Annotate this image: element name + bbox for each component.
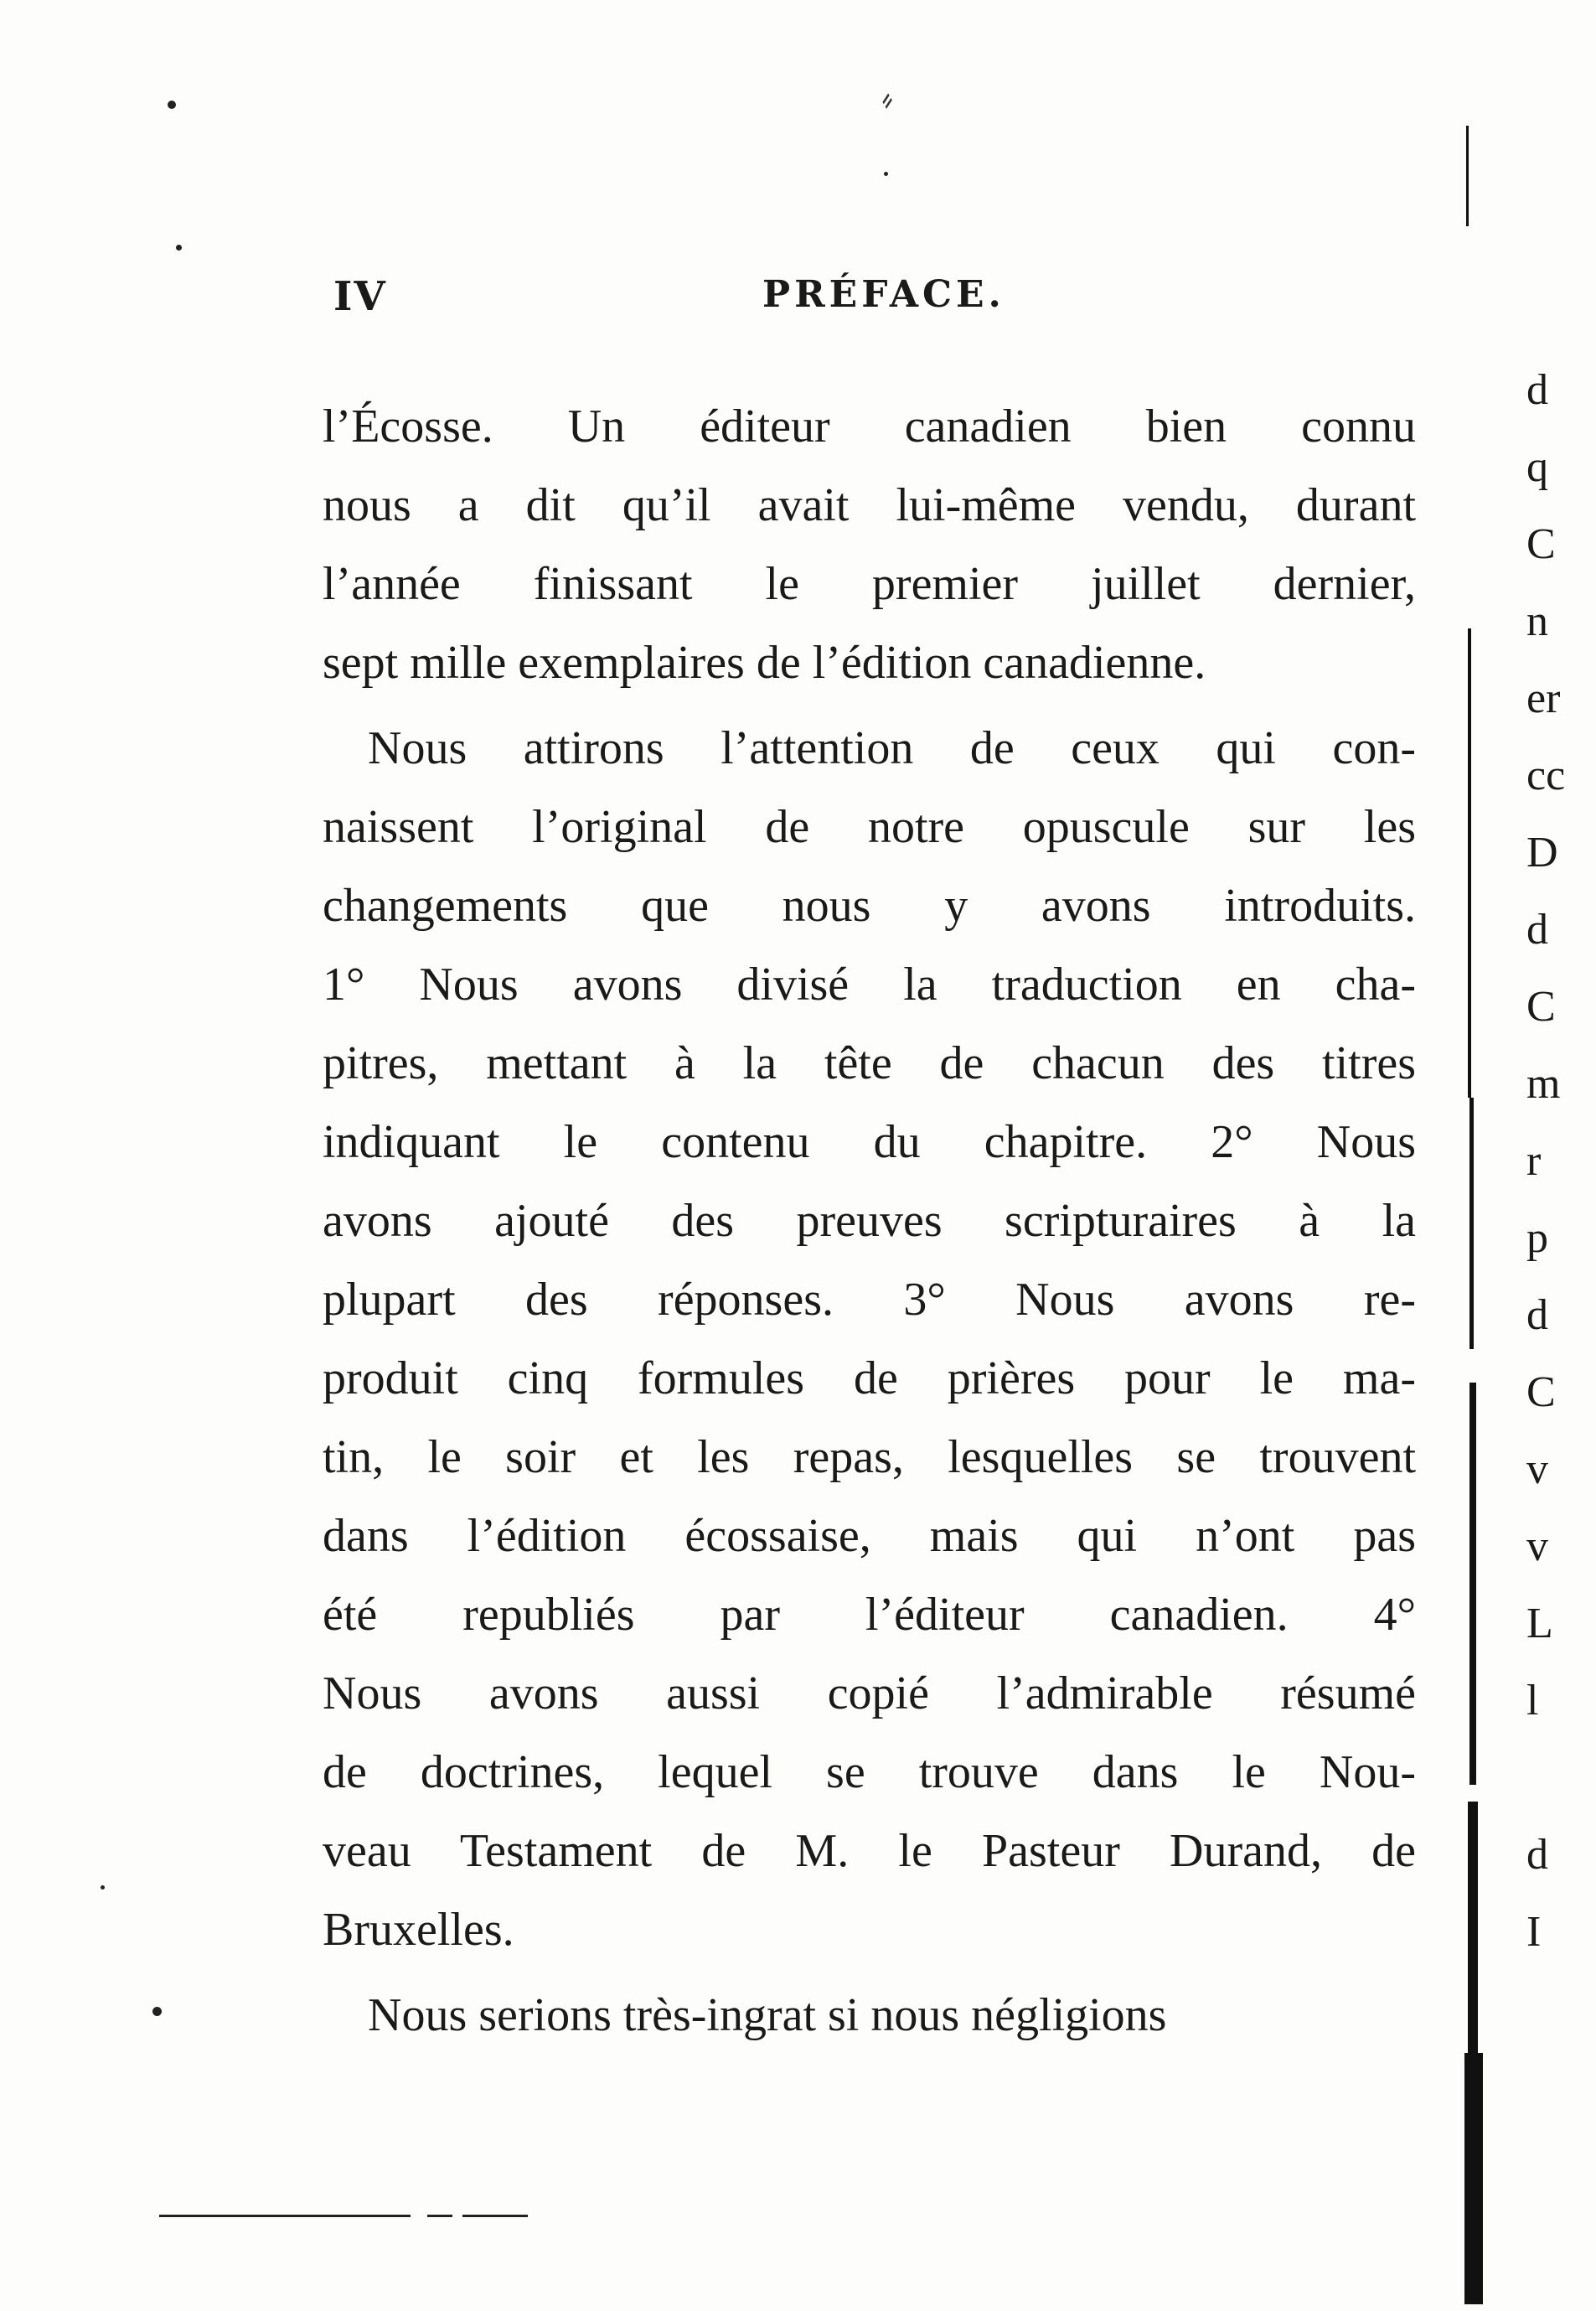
edge-letter: d (1526, 1291, 1548, 1339)
edge-letter: d (1526, 1831, 1548, 1879)
text-line: l’Écosse. Un éditeur canadien bien connu (323, 401, 1416, 452)
adjacent-page-strip (1526, 352, 1596, 1971)
speck (101, 1885, 105, 1890)
edge-letter: q (1526, 443, 1548, 491)
text-line: naissent l’original de notre opuscule sur les (323, 801, 1416, 853)
text-line: veau Testament de M. le Pasteur Durand, de (323, 1825, 1416, 1877)
text-line: Bruxelles. (323, 1904, 514, 1956)
page-gutter (1458, 126, 1481, 2304)
edge-letter: n (1526, 597, 1548, 645)
ink-mark: ⸗ (870, 76, 902, 121)
edge-letter: cc (1526, 752, 1566, 799)
edge-letter: l (1526, 1677, 1539, 1724)
text-line: Nous serions très-ingrat si nous négligions (368, 1989, 1167, 2041)
text-line: tin, le soir et les repas, lesquelles se trouvent (323, 1431, 1416, 1483)
edge-letter: C (1526, 520, 1556, 568)
text-line: avons ajouté des preuves scripturaires à la (323, 1195, 1416, 1247)
text-line: de doctrines, lequel se trouve dans le Nou- (323, 1746, 1416, 1798)
edge-letter: v (1526, 1445, 1548, 1493)
edge-letter: m (1526, 1060, 1561, 1108)
bottom-rule (159, 2215, 528, 2217)
speck (176, 245, 182, 251)
edge-letter: D (1526, 829, 1558, 876)
edge-letter: L (1526, 1600, 1553, 1647)
speck (152, 2007, 162, 2016)
text-line: produit cinq formules de prières pour le ma- (323, 1352, 1416, 1404)
text-line: l’année finissant le premier juillet dernier, (323, 558, 1416, 610)
speck (168, 101, 176, 109)
text-line: Nous avons aussi copié l’admirable résumé (323, 1667, 1416, 1719)
edge-letter: r (1526, 1137, 1542, 1185)
edge-letter: p (1526, 1214, 1548, 1262)
text-line: indiquant le contenu du chapitre. 2° Nous (323, 1116, 1416, 1168)
text-line: pitres, mettant à la tête de chacun des titres (323, 1037, 1416, 1089)
body-text (323, 387, 1416, 2055)
edge-letter (1526, 1740, 1596, 1817)
running-head: PRÉFACE. (762, 273, 1005, 316)
text-line: changements que nous y avons introduits. (323, 880, 1416, 932)
edge-letter: C (1526, 983, 1556, 1031)
edge-letter: d (1526, 366, 1548, 414)
page-header (333, 273, 1406, 340)
edge-letter: v (1526, 1523, 1548, 1570)
edge-letter: I (1526, 1908, 1542, 1956)
text-line: nous a dit qu’il avait lui-même vendu, durant (323, 479, 1416, 531)
speck (884, 172, 888, 176)
text-line: Nous attirons l’attention de ceux qui con- (368, 722, 1416, 774)
edge-letter: C (1526, 1368, 1556, 1416)
edge-letter: d (1526, 906, 1548, 954)
text-line: plupart des réponses. 3° Nous avons re- (323, 1274, 1416, 1326)
edge-letter: er (1526, 675, 1561, 722)
text-line: dans l’édition écossaise, mais qui n’ont pas (323, 1510, 1416, 1562)
page-number: IV (333, 273, 387, 320)
text-line: 1° Nous avons divisé la traduction en cha- (323, 959, 1416, 1011)
text-line: sept mille exemplaires de l’édition canadienne. (323, 637, 1206, 689)
text-line: été republiés par l’éditeur canadien. 4° (323, 1589, 1416, 1641)
